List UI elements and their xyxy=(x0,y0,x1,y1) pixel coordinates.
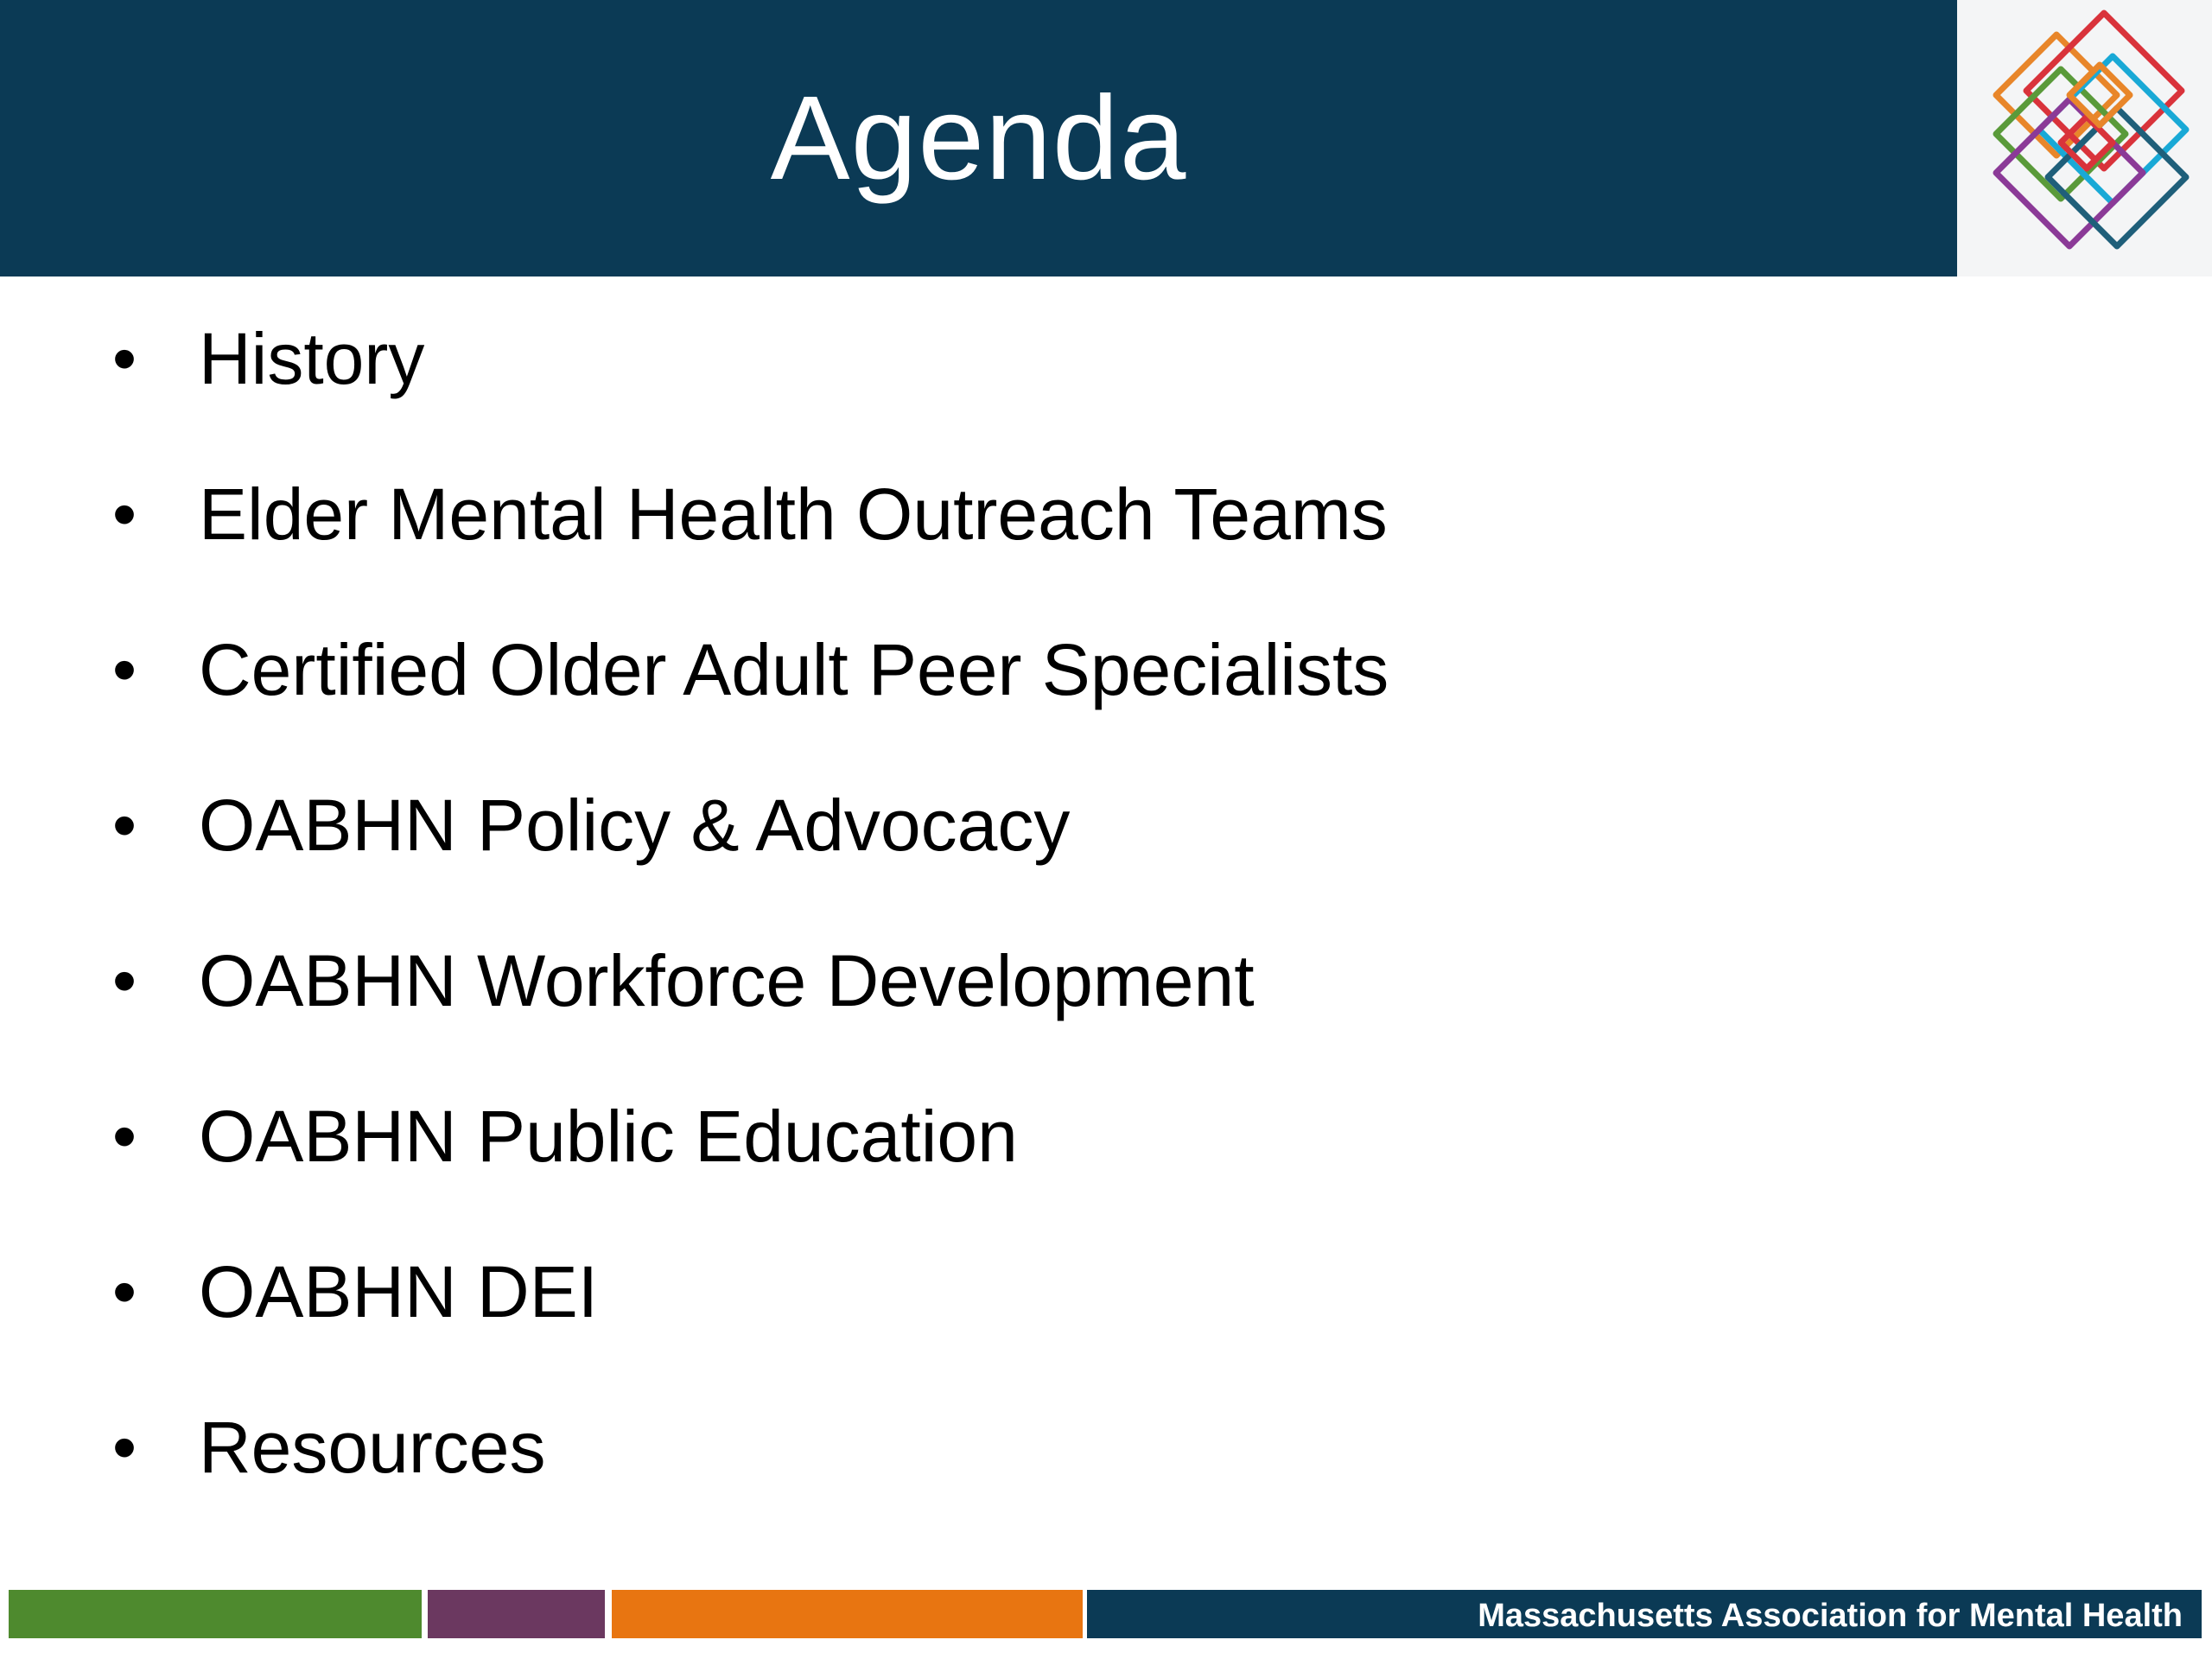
slide-title: Agenda xyxy=(770,72,1187,205)
bullet-dot-icon: • xyxy=(112,786,137,863)
footer-organization-name: Massachusetts Association for Mental Health xyxy=(1478,1598,2183,1634)
footer-segment-navy xyxy=(1087,1590,2202,1638)
agenda-item-text: OABHN Policy & Advocacy xyxy=(199,785,1071,866)
list-item xyxy=(112,320,1389,475)
footer-segment-purple xyxy=(428,1590,605,1638)
interlocking-squares-logo-icon xyxy=(1966,4,2208,272)
list-item xyxy=(112,786,1389,942)
logo-panel xyxy=(1957,0,2212,276)
bullet-dot-icon: • xyxy=(112,1253,137,1330)
bullet-dot-icon: • xyxy=(112,475,137,552)
agenda-item-text: History xyxy=(199,318,425,399)
list-item xyxy=(112,631,1389,786)
agenda-item-text: OABHN DEI xyxy=(199,1251,599,1332)
agenda-item-text: OABHN Public Education xyxy=(199,1096,1018,1177)
list-item xyxy=(112,1253,1389,1408)
logo-square-purple xyxy=(1996,99,2143,246)
footer-segment-green xyxy=(9,1590,422,1638)
bullet-dot-icon: • xyxy=(112,942,137,1019)
agenda-item-text: Certified Older Adult Peer Specialists xyxy=(199,629,1389,710)
agenda-item-text: Resources xyxy=(199,1407,546,1488)
footer-segment-orange xyxy=(612,1590,1083,1638)
agenda-item-text: OABHN Workforce Development xyxy=(199,940,1255,1021)
logo-square-orange xyxy=(1996,35,2117,156)
agenda-item-text: Elder Mental Health Outreach Teams xyxy=(199,474,1388,555)
list-item xyxy=(112,475,1389,631)
list-item xyxy=(112,1408,1389,1564)
agenda-list xyxy=(112,320,1389,1564)
title-bar xyxy=(0,0,1957,276)
bullet-dot-icon: • xyxy=(112,1097,137,1174)
bullet-dot-icon: • xyxy=(112,320,137,397)
bullet-dot-icon: • xyxy=(112,1408,137,1485)
list-item xyxy=(112,942,1389,1097)
list-item xyxy=(112,1097,1389,1253)
bullet-dot-icon: • xyxy=(112,631,137,708)
